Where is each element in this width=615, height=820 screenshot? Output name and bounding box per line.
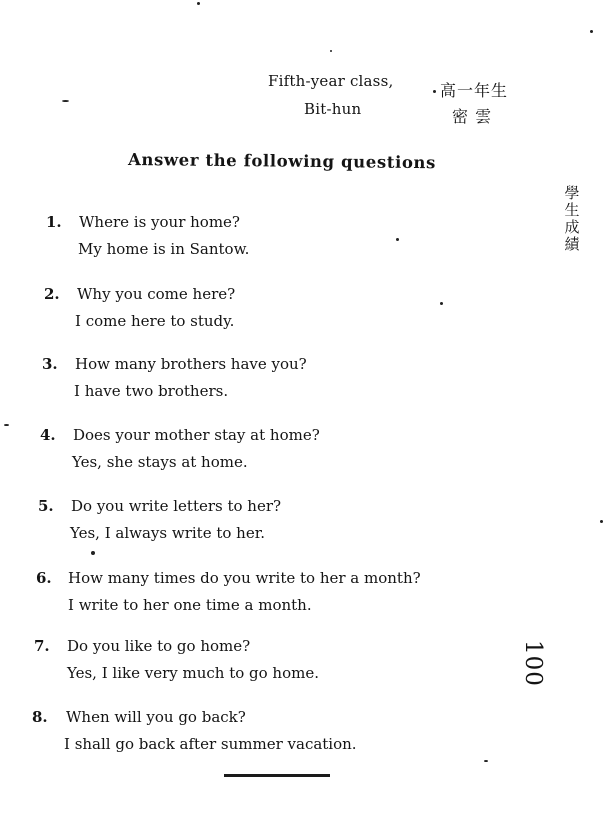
answer-text: I write to her one time a month. xyxy=(68,596,312,614)
question-number: 7. xyxy=(34,637,50,655)
answer-text: Yes, she stays at home. xyxy=(72,453,248,471)
question-text: How many times do you write to her a month? xyxy=(68,569,421,587)
scan-speck xyxy=(4,424,9,426)
answer-text: I come here to study. xyxy=(75,312,235,330)
score-mark: 100 xyxy=(520,640,546,687)
answer-text: Yes, I like very much to go home. xyxy=(67,664,319,682)
side-label: 學生成績 xyxy=(564,184,580,253)
class-label-en: Fifth-year class, xyxy=(268,72,394,90)
question-text: Do you like to go home? xyxy=(67,637,251,655)
closing-rule xyxy=(224,774,330,777)
question-number: 2. xyxy=(44,285,60,303)
scan-speck xyxy=(590,30,593,33)
class-label-zh: 高一年生 xyxy=(440,81,509,100)
student-name-en: Bit-hun xyxy=(304,100,362,118)
scan-speck xyxy=(62,100,69,102)
question-number: 5. xyxy=(38,497,54,515)
question-number: 8. xyxy=(32,708,48,726)
question-text: Why you come here? xyxy=(77,285,236,303)
scan-speck xyxy=(197,2,200,5)
question-text: How many brothers have you? xyxy=(75,355,307,373)
scan-speck xyxy=(600,520,603,523)
answer-text: I have two brothers. xyxy=(74,382,229,400)
scan-speck xyxy=(330,50,332,52)
question-text: Where is your home? xyxy=(79,213,240,231)
scan-speck xyxy=(433,90,436,93)
answer-text: Yes, I always write to her. xyxy=(70,524,265,542)
scan-speck xyxy=(440,302,443,305)
scan-speck xyxy=(91,551,95,555)
answer-text: My home is in Santow. xyxy=(78,240,250,258)
question-number: 1. xyxy=(46,213,62,231)
question-text: Do you write letters to her? xyxy=(71,497,282,515)
question-text: Does your mother stay at home? xyxy=(73,426,320,444)
question-number: 4. xyxy=(40,426,56,444)
answer-text: I shall go back after summer vacation. xyxy=(64,735,357,753)
student-name-zh: 密 雲 xyxy=(452,107,493,126)
question-text: When will you go back? xyxy=(66,708,246,726)
exam-title: Answer the following questions xyxy=(127,150,437,173)
scan-speck xyxy=(396,238,399,241)
question-number: 3. xyxy=(42,355,58,373)
question-number: 6. xyxy=(36,569,52,587)
scan-speck xyxy=(484,760,488,762)
